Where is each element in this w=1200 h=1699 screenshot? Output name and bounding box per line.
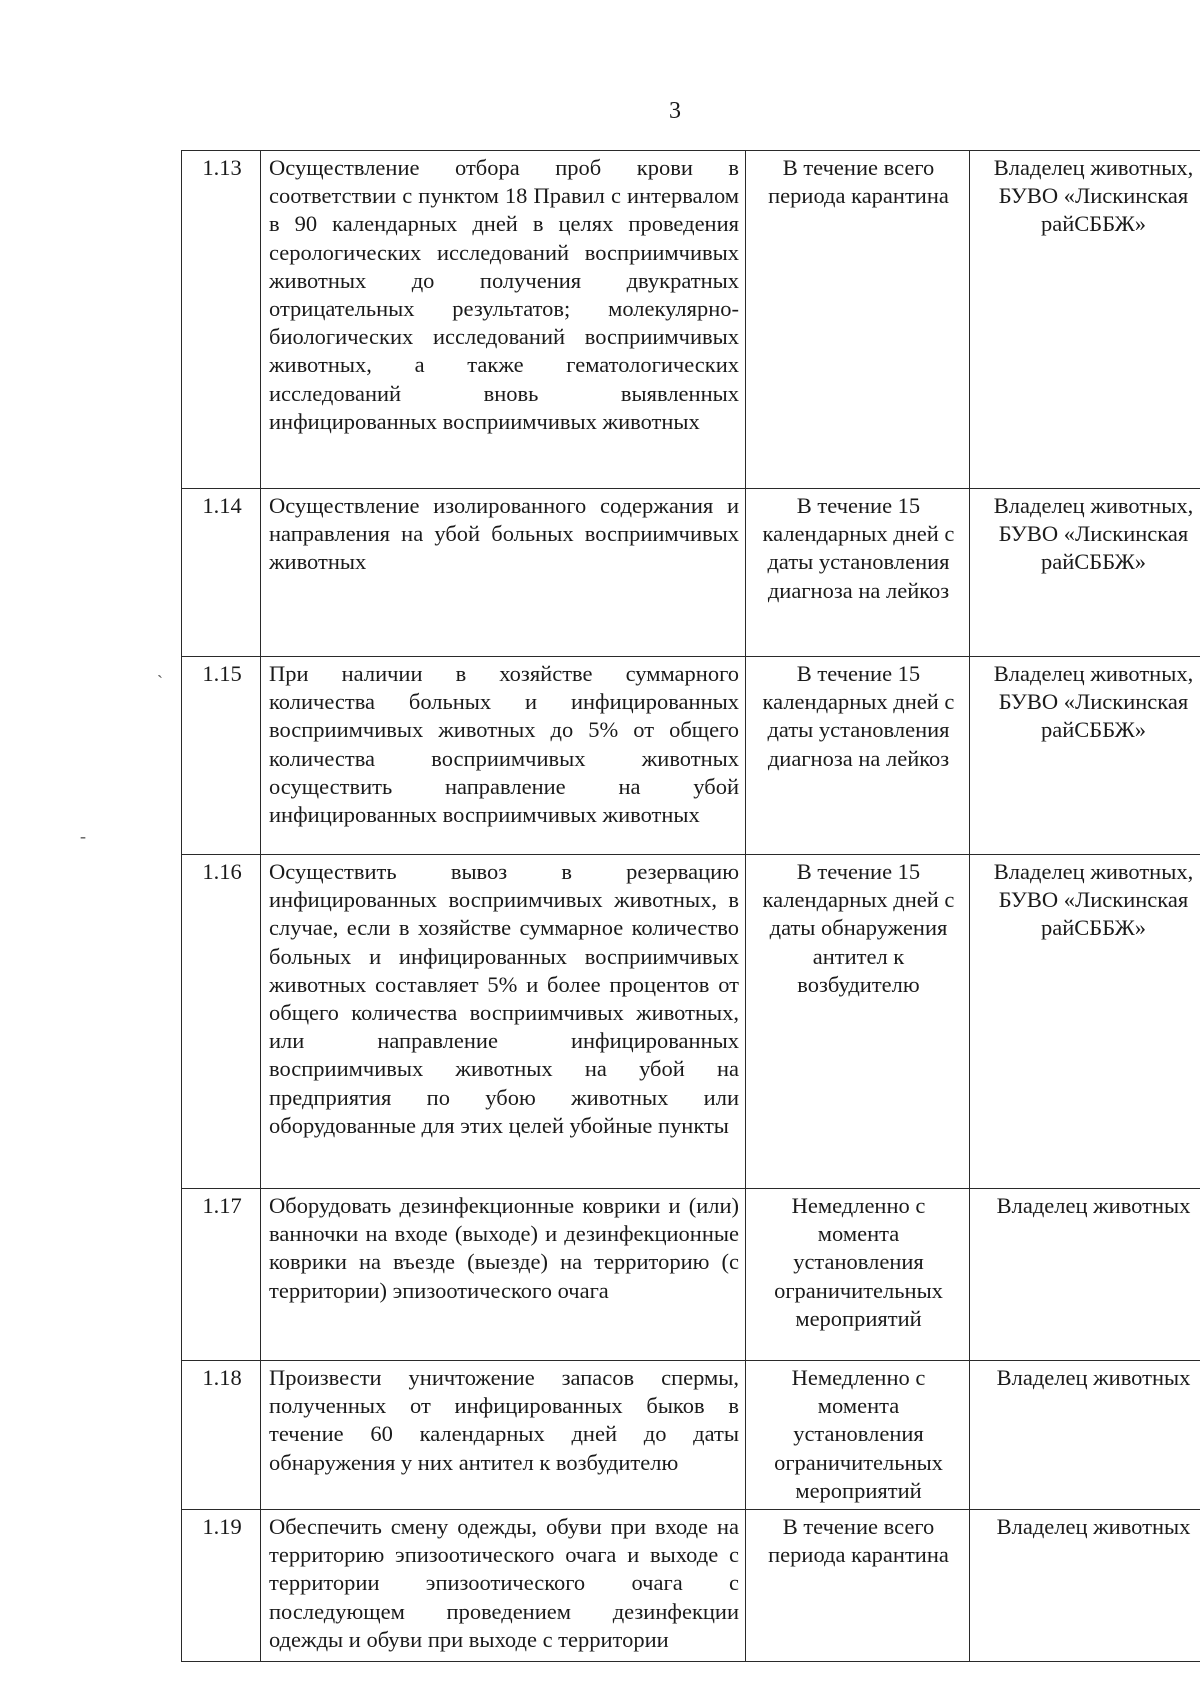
row-number: 1.18 bbox=[182, 1361, 261, 1510]
measure-description: Произвести уничтожение запасов спермы, полученных от инфицированных быков в течение 60 календарных дней до даты обнаружения у них антител к возбудителю bbox=[261, 1361, 746, 1510]
table-row bbox=[182, 1510, 1200, 1662]
measure-responsible: Владелец животных bbox=[970, 1189, 1200, 1361]
row-number: 1.13 bbox=[182, 151, 261, 489]
measure-responsible: Владелец животных bbox=[970, 1510, 1200, 1662]
scan-mark: - bbox=[80, 826, 86, 846]
row-number: 1.16 bbox=[182, 855, 261, 1189]
table-row bbox=[182, 855, 1200, 1189]
measure-responsible: Владелец животных, БУВО «Лискинская райСББЖ» bbox=[970, 151, 1200, 489]
measure-description: При наличии в хозяйстве суммарного количества больных и инфицированных восприимчивых животных до 5% от общего количества восприимчивых животных осуществить направление на убой инфицированных восприимчивых животных bbox=[261, 657, 746, 855]
measure-description: Оборудовать дезинфекционные коврики и (или) ванночки на входе (выходе) и дезинфекционные коврики на въезде (выезде) на территорию (с территории) эпизоотического очага bbox=[261, 1189, 746, 1361]
measure-term: В течение 15 календарных дней с даты установления диагноза на лейкоз bbox=[746, 489, 970, 657]
measure-term: В течение 15 календарных дней с даты установления диагноза на лейкоз bbox=[746, 657, 970, 855]
measure-term: В течение 15 календарных дней с даты обнаружения антител к возбудителю bbox=[746, 855, 970, 1189]
table-row bbox=[182, 1189, 1200, 1361]
table-row bbox=[182, 151, 1200, 489]
table-row bbox=[182, 657, 1200, 855]
measure-term: В течение всего периода карантина bbox=[746, 151, 970, 489]
measure-description: Осуществить вывоз в резервацию инфицированных восприимчивых животных, в случае, если в хозяйстве суммарное количество больных и инфицированных восприимчивых животных составляет 5% и более процентов от общего количества восприимчивых животных, или направление инфицированных восприимчивых животных на убой на предприятия по убою животных или оборудованные для этих целей убойные пункты bbox=[261, 855, 746, 1189]
page-number: 3 bbox=[669, 98, 681, 124]
measure-responsible: Владелец животных, БУВО «Лискинская райСББЖ» bbox=[970, 657, 1200, 855]
measure-description: Осуществление изолированного содержания и направления на убой больных восприимчивых животных bbox=[261, 489, 746, 657]
measure-description: Осуществление отбора проб крови в соответствии с пунктом 18 Правил с интервалом в 90 календарных дней в целях проведения серологических исследований восприимчивых животных до получения двукратных отрицательных результатов; молекулярно-биологических исследований восприимчивых животных, а также гематологических исследований вновь выявленных инфицированных восприимчивых животных bbox=[261, 151, 746, 489]
measure-term: Немедленно с момента установления ограничительных мероприятий bbox=[746, 1361, 970, 1510]
measure-responsible: Владелец животных, БУВО «Лискинская райСББЖ» bbox=[970, 489, 1200, 657]
table-row bbox=[182, 489, 1200, 657]
measures-table bbox=[181, 150, 1200, 1662]
row-number: 1.14 bbox=[182, 489, 261, 657]
measure-term: В течение всего периода карантина bbox=[746, 1510, 970, 1662]
row-number: 1.19 bbox=[182, 1510, 261, 1662]
scan-mark: ` bbox=[157, 672, 163, 692]
table-row bbox=[182, 1361, 1200, 1510]
measure-description: Обеспечить смену одежды, обуви при входе на территорию эпизоотического очага и выходе с территории эпизоотического очага с последующем проведением дезинфекции одежды и обуви при выходе с территории bbox=[261, 1510, 746, 1662]
row-number: 1.15 bbox=[182, 657, 261, 855]
measure-responsible: Владелец животных bbox=[970, 1361, 1200, 1510]
row-number: 1.17 bbox=[182, 1189, 261, 1361]
measure-responsible: Владелец животных, БУВО «Лискинская райСББЖ» bbox=[970, 855, 1200, 1189]
measure-term: Немедленно с момента установления ограничительных мероприятий bbox=[746, 1189, 970, 1361]
